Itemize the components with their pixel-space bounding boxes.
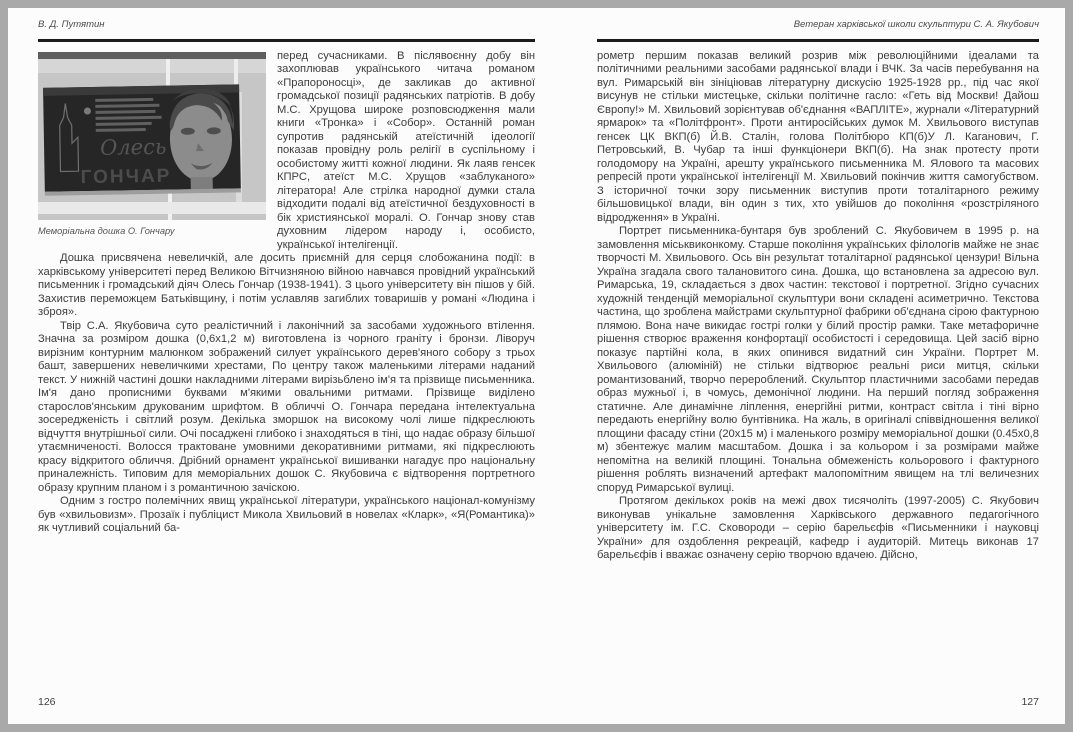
- plaque-name-script: Олесь: [99, 134, 167, 160]
- left-page-body: [38, 50, 535, 536]
- header-rule: [597, 39, 1039, 42]
- paragraph: Протягом декількох років на межі двох тисячоліть (1997-2005) С. Якубович виконував унікальне замовлення Харківського державного педагогічного університету ім. Г.С. Сковороди – серію барельєфів «Письменники і науковці України» для оздоблення рекреацій, кафедр і аудиторій. Митець виконав 17 барельєфів і вважає означену серію творчою вдачею. Дійсно,: [597, 495, 1039, 561]
- book-spread: [8, 8, 1065, 724]
- plaque-name-block: ГОНЧАР: [80, 165, 172, 188]
- paragraph: рометр першим показав великий розрив між революційними ідеалами та політичними реальними засобами радянської влади і ВЧК. За часів перебування на вул. Римарській він зініціював літературну дискусію 1925-1928 рр., під час якої висунув не стільки мистецьке, скільки політичне гасло: «Геть від Москви! Дайош Європу!» М. Хвильовий зорієнтував об'єднання «ВАПЛІТЕ», журнали «Літературний ярмарок» та «Політфронт». Проти антиросійських думок М. Хвильового виступав генсек ЦК ВКП(б) Й.В. Сталін, голова Політбюро КП(б)У Л. Каганович, Г. Петровський, В. Чубар та інші функціонери ВКП(б). На знак протесту проти голодомору на Україні, арешту українського письменника М. Ялового та масових репресій проти української інтелігенції М. Хвильовий покінчив життя самогубством. З історичної точки зору письменник виступив проти тоталітарного режиму більшовицької влади, він один з тих, хто увійшов до покоління «розстріляного відродження» в Україні.: [597, 49, 1039, 224]
- running-header-title: Ветеран харківської школи скульптури С. А. Якубович: [793, 19, 1039, 30]
- running-header-author: В. Д. Путятин: [38, 19, 105, 30]
- header-rule: [38, 39, 535, 42]
- right-page-body: [597, 50, 1039, 563]
- page-left: [8, 8, 537, 724]
- paragraph: Портрет письменника-бунтаря був зроблений С. Якубовичем в 1995 р. на замовлення міськвиконкому. Старше покоління українських філологів майже не знає творчості М. Хвильового. Ось він результат тоталітарної радянської цензури! Вільна Україна згадала свого талановитого сина. Дошка, що встановлена за адресою вул. Римарська, 19, складається з двох частин: текстової і портретної. Згідно сучасних художній тенденцій меморіальної скульптури вони складені асиметрично. Текстова частина, що зроблена майстрами скульптурної фабрики об'єднана сірою фактурною плямою. Вона наче викидає гострі голки у білий простір рамки. Таке метафоричне рішення створює враження конфортації особистості і середовища. Цей засіб вірно показує партійні кола, в яких опинився видатний син України. Портрет М. Хвильового (алюміній) не стільки відтворює реальні риси митця, скільки романтизований, творчо перероблений. Скульптор пластичними засобами передав образ мужньої і, в чомусь, демонічної людини. На перший погляд зображення статичне. Але динамічне ліплення, енергійні ритми, контраст світла і тіні вірно передають енергійну волю бунтівника. На жаль, в оригіналі співвідношення великої площини фасаду стіни (20х15 м) і маленького розміру меморіальної дошки (0.45х0,8 м) збентежує малим масштабом. Дошка і за кольором і за розмірами майже непомітна на великій площині. Тональна обмеженість кольорового і фактурного рішення роблять визначений артефакт малопомітним явищем на тлі величезних споруд Римарської вулиці.: [597, 225, 1039, 494]
- paragraph: Дошка присвячена невеличкій, але досить приємній для серця слобожанина події: в харківському університеті перед Великою Вітчизняною війною навчався провідний український письменник і громадський діяч Олесь Гончар (1938-1941). З цього університету він пішов у бій. Захистив переможцем Батьківщину, і потім уславляв загиблих товаришів у романі «Людина і зброя».: [38, 252, 535, 318]
- memorial-plaque-photo: [38, 52, 266, 220]
- figure-memorial-plaque: [38, 52, 266, 239]
- page-number-left: 126: [38, 696, 56, 708]
- paragraph: перед сучасниками. В післявоєнну добу він захоплював українського читача романом «Прапороносці», де закликав до активної громадської позиції радянських патріотів. В добу М.С. Хрущова широке розповсюдження мали книги «Тронка» і «Собор». Останній роман супротив радянській атеїстичній ідеології показав провідну роль релігії в суспільному і особистому житті кожної людини. Як лаяв генсек КПРС, атеїст М.С. Хрущов «заблуканого» літератора! Але стрілка народної думки стала відходити подалі від атеїстичної бездуховності в бік християнської моралі. О. Гончар знову став духовним лідером народу і, особисто, української інтелігенції.: [277, 49, 535, 251]
- paragraph: Твір С.А. Якубовича суто реалістичний і лаконічний за засобами художнього втілення. Значна за розміром дошка (0,6х1,2 м) виготовлена із чорного граніту і бронзи. Ліворуч вирізним контурним малюнком зображений силует українського дерев'яного собору з трьох башт, завершених невеличкими хрестами, По центру також маленькими літерами наданий текст. У нижній частині дошки накладними літерами вирізьблено ім'я та прізвище письменника. Ім'я дано прописними буквами м'якими овальними ритмами. Прізвище виділено старослов'янським друкованим шрифтом. В обличчі О. Гончара передана інтелектуальна зосередженість і світлий розум. Декілька зморшок на високому чолі лише підкреслюють відчуття внутрішньої сили. Очі посаджені глибоко і знаходяться в тіні, що надає образу більшої утаємниченості. Волосся трактоване умовними декоративними ритмами, які підкреслюють красу відкритого обличчя. Дрібний орнамент української вишиванки нагадує про національну приналежність. Типовим для меморіальних дошок С. Якубовича є відтворення портретного образу крупним планом і з романтичною зачіскою.: [38, 319, 535, 494]
- figure-caption: Меморіальна дошка О. Гончару: [38, 225, 175, 236]
- page-number-right: 127: [1021, 696, 1039, 708]
- page-right: [537, 8, 1065, 724]
- paragraph: Одним з гостро полемічних явищ української літератури, українського націонал-комунізму був «хвильовизм». Прозаїк і публіцист Микола Хвильовий в новелах «Кларк», «Я(Романтика)» як чутливий соціальний ба-: [38, 495, 535, 534]
